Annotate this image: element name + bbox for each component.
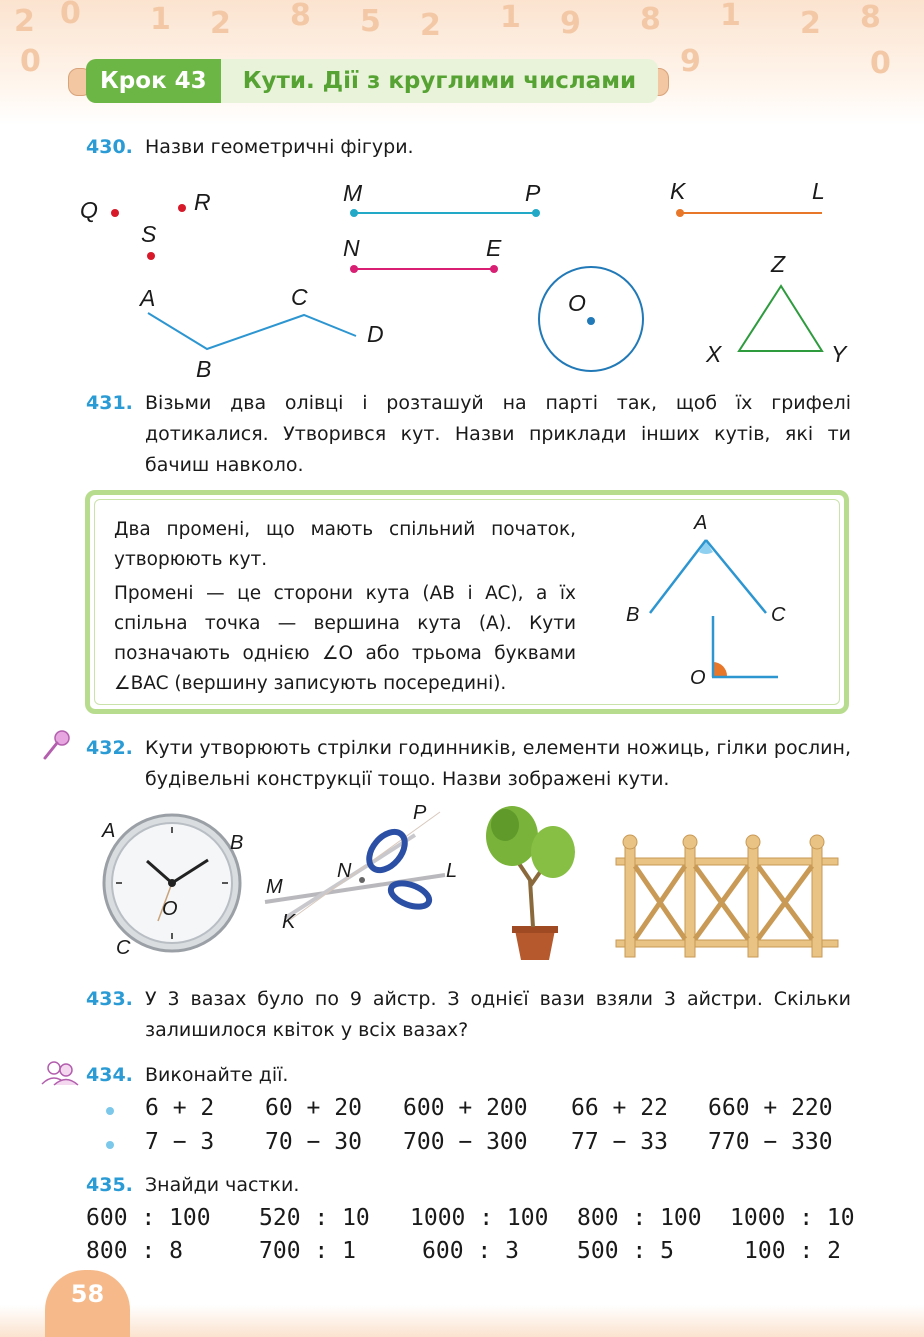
- label-q: Q: [80, 197, 98, 223]
- expression: 77 − 33: [571, 1129, 668, 1155]
- expression: 700 : 1: [259, 1238, 356, 1264]
- task-number: 433.: [86, 988, 133, 1010]
- label-d: D: [367, 321, 384, 347]
- task-text: Знайди частки.: [145, 1174, 300, 1196]
- expression: 60 + 20: [265, 1095, 362, 1121]
- scissors-picture: [265, 812, 445, 920]
- point-q: [111, 209, 119, 217]
- expression: 660 + 220: [708, 1095, 833, 1121]
- task-number: 434.: [86, 1064, 133, 1086]
- rule-label-a: A: [694, 512, 708, 534]
- lesson-title: Кути. Дії з круглими числами: [221, 59, 658, 103]
- clock-label-b: B: [230, 832, 244, 854]
- task-number: 431.: [86, 392, 133, 414]
- expression: 500 : 5: [577, 1238, 674, 1264]
- expression: 100 : 2: [744, 1238, 841, 1264]
- triangle-xyz: [739, 286, 822, 351]
- geometric-figures: [0, 170, 924, 385]
- label-b: B: [196, 356, 212, 382]
- label-p: P: [525, 180, 541, 206]
- label-e: E: [486, 235, 502, 261]
- task-number: 430.: [86, 136, 133, 158]
- label-o: O: [568, 290, 586, 316]
- expression: 600 + 200: [403, 1095, 528, 1121]
- label-a: A: [140, 285, 156, 311]
- clock-label-c: C: [116, 937, 131, 959]
- label-z: Z: [771, 251, 786, 277]
- task-433: [86, 984, 851, 1048]
- plant-picture: [486, 806, 575, 960]
- expression: 520 : 10: [259, 1205, 370, 1231]
- expression: 600 : 3: [422, 1238, 519, 1264]
- expression: 700 − 300: [403, 1129, 528, 1155]
- label-k: K: [670, 178, 686, 204]
- expression: 66 + 22: [571, 1095, 668, 1121]
- bullet: [106, 1107, 114, 1115]
- bottom-decor-band: [0, 1305, 924, 1337]
- task-432: [86, 733, 851, 797]
- expression: 800 : 8: [86, 1238, 183, 1264]
- expression: 770 − 330: [708, 1129, 833, 1155]
- task-number: 435.: [86, 1174, 133, 1196]
- label-c: C: [291, 284, 308, 310]
- point-r: [178, 204, 186, 212]
- label-r: R: [194, 189, 211, 215]
- task-435: [86, 1170, 851, 1202]
- task-text: Кути утворюють стрілки годинників, елементи ножиць, гілки рослин, будівельні конструкції тощо. Назви зображені кути.: [145, 737, 851, 790]
- step-badge: Крок 43: [86, 59, 221, 103]
- label-y: Y: [831, 341, 847, 367]
- expression: 1000 : 10: [730, 1205, 855, 1231]
- expression: 1000 : 100: [410, 1205, 549, 1231]
- page-number: 58: [70, 1280, 105, 1308]
- scissors-label-m: M: [266, 876, 283, 898]
- task-text: У 3 вазах було по 9 айстр. З однієї вази взяли 3 айстри. Скільки залишилося квіток у всіх вазах?: [145, 988, 851, 1041]
- lesson-header: [86, 58, 658, 104]
- rule-label-o: O: [690, 667, 706, 689]
- expression: 600 : 100: [86, 1205, 211, 1231]
- scissors-label-n: N: [337, 860, 352, 882]
- point-s: [147, 252, 155, 260]
- task-434: [86, 1060, 851, 1092]
- label-s: S: [141, 221, 157, 247]
- label-x: X: [706, 341, 722, 367]
- microphone-icon: [40, 728, 72, 762]
- scissors-label-l: L: [446, 860, 458, 882]
- rule-label-c: C: [771, 604, 786, 626]
- expression: 800 : 100: [577, 1205, 702, 1231]
- expression: 70 − 30: [265, 1129, 362, 1155]
- broken-line-abcd: [148, 313, 356, 349]
- ray-ac: [706, 540, 766, 613]
- clock-label-a: A: [102, 820, 116, 842]
- rule-paragraph-1: Два промені, що мають спільний початок, утворюють кут.: [114, 519, 576, 570]
- bullet: [106, 1141, 114, 1149]
- clock-label-o: O: [162, 898, 178, 920]
- label-m: M: [343, 180, 363, 206]
- ray-ab: [650, 540, 706, 613]
- task-text: Назви геометричні фігури.: [145, 136, 414, 158]
- rule-label-b: B: [626, 604, 640, 626]
- fence-picture: [616, 835, 838, 957]
- rule-paragraph-2: Промені — це сторони кута (AB і AC), а їх спільна точка — вершина кута (A). Кути позначають однією ∠O або трьома буквами ∠BAC (вершину записують посередині).: [114, 583, 576, 694]
- task-text: Візьми два олівці і розташуй на парті так, щоб їх грифелі дотикалися. Утворився кут. Назви приклади інших кутів, які ти бачиш навколо.: [145, 392, 851, 476]
- label-n: N: [343, 235, 360, 261]
- scissors-label-p: P: [413, 802, 427, 824]
- clock-picture: [104, 815, 240, 951]
- task-431: [86, 388, 851, 484]
- expression: 7 − 3: [145, 1129, 215, 1155]
- task-number: 432.: [86, 737, 133, 759]
- pair-work-icon: [40, 1060, 80, 1086]
- task-430: [86, 132, 866, 164]
- scissors-label-k: K: [282, 911, 296, 933]
- angle-pictures: [95, 805, 850, 975]
- expression: 6 + 2: [145, 1095, 215, 1121]
- task-text: Виконайте дії.: [145, 1064, 289, 1086]
- label-l: L: [812, 178, 825, 204]
- top-decor-band: 2 0 1 2 8 5 2 1 9 8 1 2 8 0 9 0: [0, 0, 924, 125]
